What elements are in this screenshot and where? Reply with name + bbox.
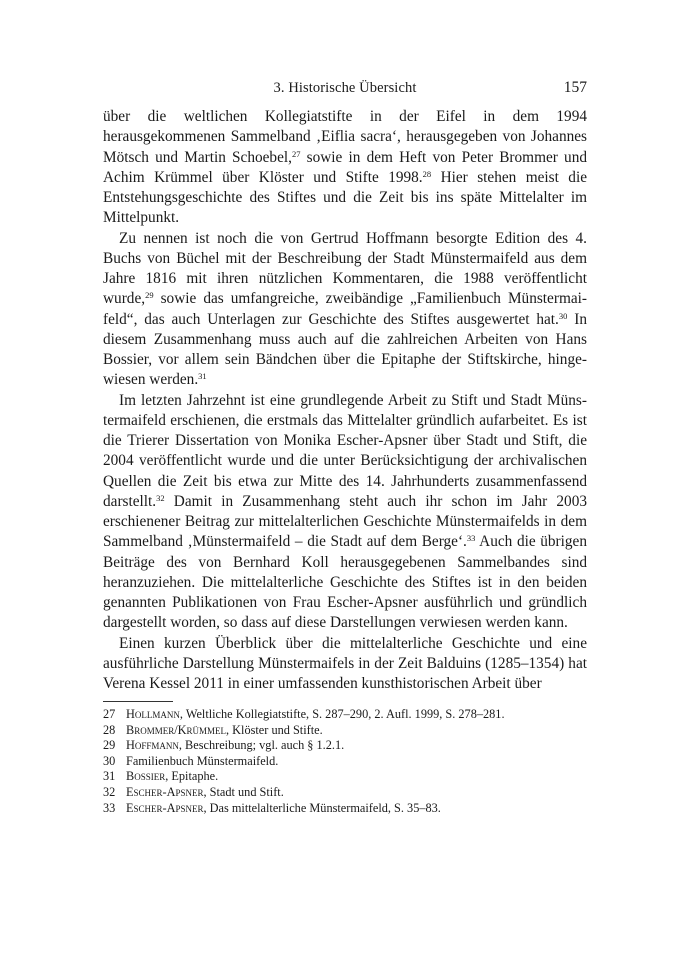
footnote-number: 29 — [103, 738, 116, 753]
footnote-author: Hoffmann — [126, 738, 179, 753]
footnote-text — [126, 769, 218, 785]
body-paragraph — [103, 391, 587, 634]
text-segment: Zu nennen ist noch die von Gertrud Hoffmann besorgte Edition des 4. Buchs von Büchel mit der Beschreibung der Stadt Münstermaifeld aus dem Jahre 1816 mit ihren nützlichen Kommentaren, die 1988 veröffentlicht wurde, — [103, 229, 587, 308]
footnote-author: Escher-Apsner — [126, 784, 204, 799]
footnote-reference: 32 — [156, 492, 165, 503]
text-segment: Hier stehen meist die Entstehungsgeschichte des Stiftes und die Zeit bis ins späte Mittelalter im Mittelpunkt. — [103, 168, 588, 227]
text-segment: In diesem Zusammenhang muss auch auf die zahlreichen Arbeiten von Hans Bossier, vor allem sein Bändchen über die Epitaphe der Stiftskirche, hingewiesen werden. — [103, 310, 587, 389]
footnote — [103, 738, 587, 754]
text-segment: sowie in dem Heft von Peter Brommer und Achim Krümmel über Klöster und Stifte 1998. — [103, 148, 587, 186]
body-paragraph — [103, 107, 587, 229]
footnote-reference: 28 — [422, 168, 432, 179]
footnote-text — [126, 738, 344, 754]
footnote-number: 32 — [103, 784, 116, 799]
footnote-text — [126, 801, 441, 817]
body-paragraph — [103, 229, 587, 391]
footnote-separator — [103, 701, 173, 702]
body-text — [103, 107, 587, 694]
text-segment: sowie das umfangreiche, zweibändige „Familienbuch Münstermaifeld“, das auch Unterlagen zur Geschichte des Stiftes ausgewertet hat. — [103, 290, 587, 328]
footnote-number: 27 — [103, 707, 116, 721]
footnote — [103, 801, 587, 817]
footnote-reference: 31 — [198, 371, 207, 382]
footnote — [103, 723, 587, 739]
footnote-reference: 30 — [558, 310, 568, 321]
footnote — [103, 754, 587, 770]
footnote-citation: , Epitaphe. — [165, 769, 219, 784]
footnote-citation: , Das mittelalterliche Münstermaifeld, S. 35–83. — [203, 800, 441, 815]
footnote-number: 30 — [103, 753, 116, 768]
text-segment: über die weltlichen Kollegiatstifte in der Eifel in dem 1994 herausgekommenen Sammelband ‚Eiflia sacra‘, herausgegeben von Johannes Mötsch und Martin Schoebel, — [103, 108, 587, 166]
footnote-number: 33 — [103, 800, 116, 815]
footnotes — [103, 707, 587, 816]
footnote-text — [126, 707, 505, 723]
text-segment: Einen kurzen Überblick über die mittelalterliche Geschichte und eine ausführliche Darstellung Münstermaifels in der Zeit Balduins (1285–1354) hat Verena Kessel 2011 in einer umfassenden kunsthistorischen Arbeit über — [103, 634, 587, 692]
footnote-text — [126, 723, 323, 739]
section-title: 3. Historische Übersicht — [273, 80, 417, 96]
text-segment: Auch die übrigen Beiträge des von Bernhard Koll herausgegebenen Sammelbandes sind heranzuziehen. Die mittelalterliche Geschichte des Stiftes ist in den beiden genannten Publikationen von Frau Escher-Apsner ausführlich und gründlich dargestellt worden, so dass auf diese Darstellungen verwiesen werden kann. — [103, 533, 587, 632]
text-segment: Im letzten Jahrzehnt ist eine grundlegende Arbeit zu Stift und Stadt Münstermaifeld erschienen, die erstmals das Mittelalter gründlich aufarbeitet. Es ist die Trierer Dissertation von Monika Escher-Apsner über Stadt und Stift, die 2004 veröffentlicht wurde und die unter Berücksichtigung der archivalischen Quellen die Zeit bis etwa zur Mitte des 14. Jahrhunderts zusammenfassend darstellt. — [103, 391, 587, 510]
footnote-citation: , Klöster und Stifte. — [226, 722, 323, 737]
footnote-text — [126, 785, 284, 801]
footnote-citation: , Stadt und Stift. — [203, 784, 284, 799]
footnote-reference: 27 — [291, 148, 301, 159]
footnote-number: 28 — [103, 722, 116, 737]
text-segment: Damit in Zusammenhang steht auch ihr schon im Jahr 2003 erschienener Beitrag zur mittelalterlichen Geschichte Münstermaifelds in dem Sammelband ‚Münstermaifeld – die Stadt auf dem Berge‘. — [103, 492, 587, 551]
footnote-reference: 33 — [466, 533, 476, 544]
footnote-author: Bossier — [126, 769, 166, 784]
footnote-text — [126, 754, 278, 770]
footnote-number: 31 — [103, 769, 116, 784]
footnote-author: Hollmann — [126, 707, 180, 721]
footnote-author: Escher-Apsner — [126, 800, 204, 815]
footnote — [103, 785, 587, 801]
footnote-author: Brommer/Krümmel — [126, 722, 227, 737]
footnote-citation: , Beschreibung; vgl. auch § 1.2.1. — [178, 738, 345, 753]
footnote-citation: Familienbuch Münstermaifeld. — [126, 753, 279, 768]
footnote-reference: 29 — [145, 290, 154, 301]
footnote — [103, 707, 587, 723]
footnote-citation: , Weltliche Kollegiatstifte, S. 287–290, 2. Aufl. 1999, S. 278–281. — [179, 707, 505, 721]
body-paragraph — [103, 634, 587, 695]
page-number: 157 — [563, 79, 587, 96]
running-head — [103, 80, 587, 100]
footnote — [103, 769, 587, 785]
